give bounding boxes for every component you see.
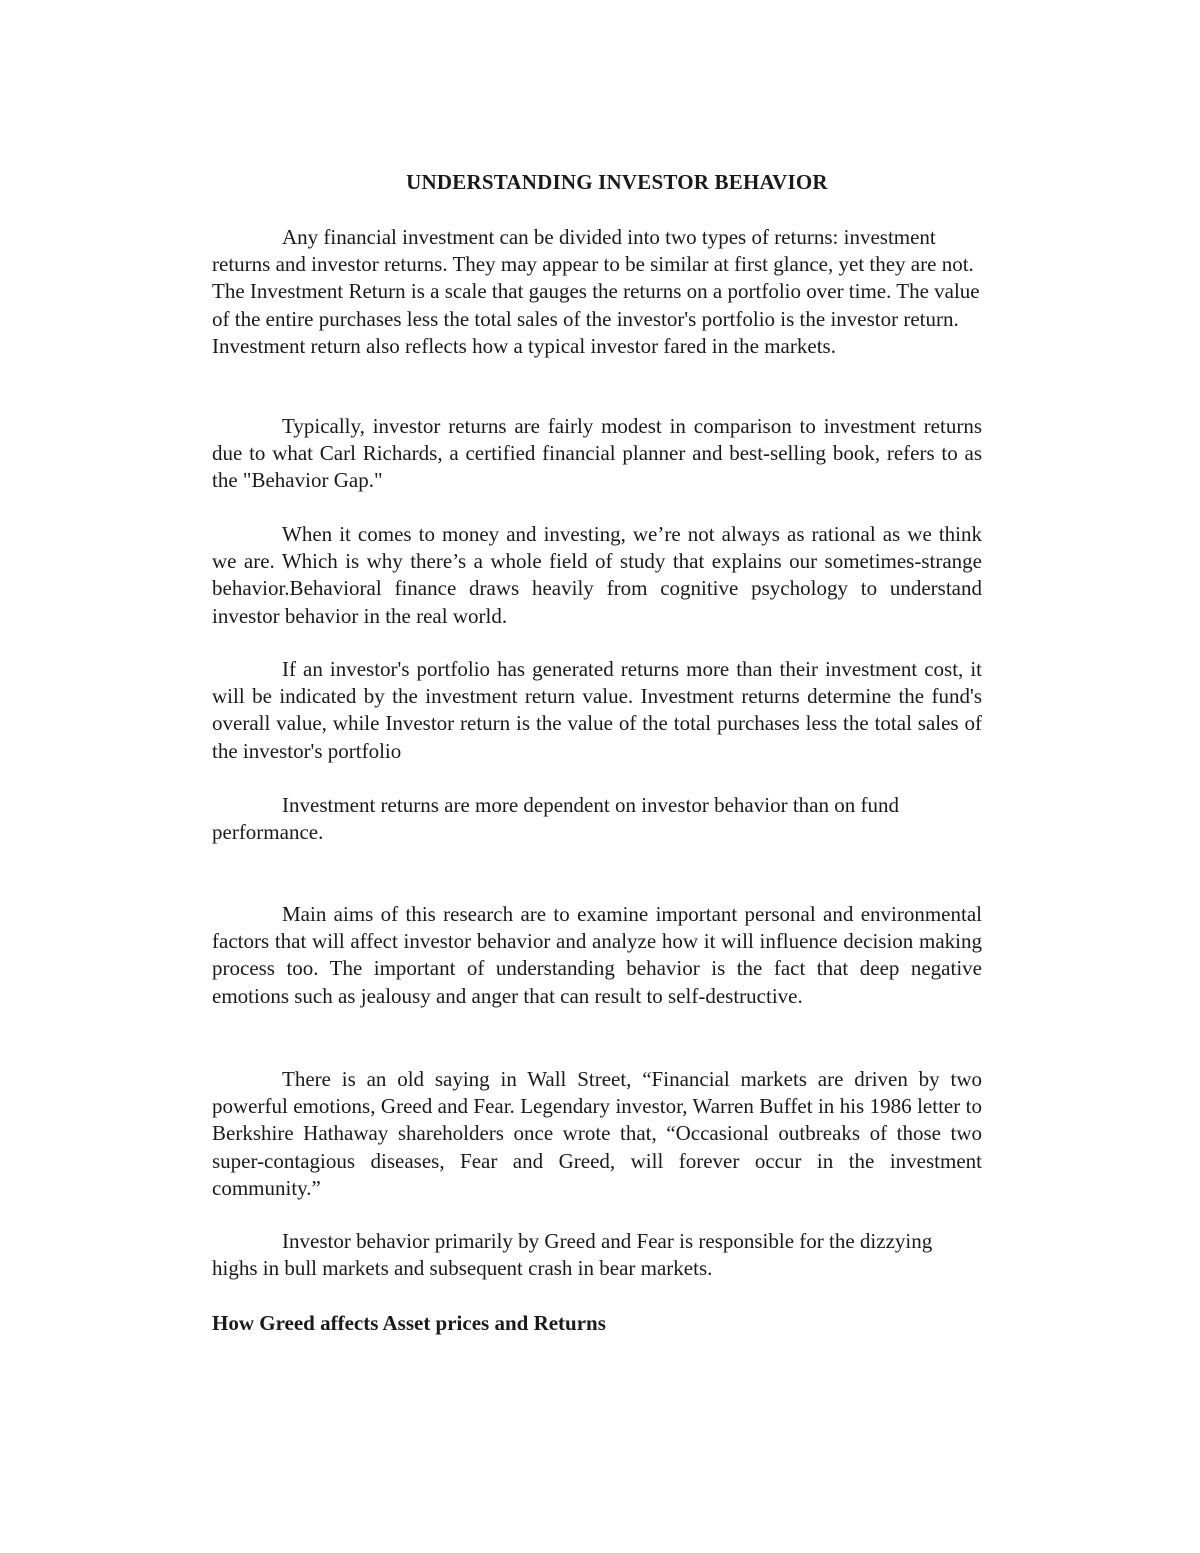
paragraph-investment-return-value: If an investor's portfolio has generated returns more than their investment cost, it will be indicated by the investment return value. Investment returns determine the fund's overall value, while Investor return is the value of the total purchases less the total sales of the investor's portfolio bbox=[212, 657, 982, 763]
paragraph-wall-street-saying: There is an old saying in Wall Street, “Financial markets are driven by two powerful emotions, Greed and Fear. Legendary investor, Warren Buffet in his 1986 letter to Berkshire Hathaway shareholders once wrote that, “Occasional outbreaks of those two super-contagious diseases, Fear and Greed, will forever occur in the investment community.” bbox=[212, 1067, 982, 1200]
paragraph-returns-types: Any financial investment can be divided into two types of returns: investment returns and investor returns. They may appear to be similar at first glance, yet they are not. The Investment Return is a scale that gauges the returns on a portfolio over time. The value of the entire purchases less the total sales of the investor's portfolio is the investor return. Investment return also reflects how a typical investor fared in the markets. bbox=[212, 225, 980, 358]
paragraph-research-aims: Main aims of this research are to examine important personal and environmental factors that will affect investor behavior and analyze how it will influence decision making process too. The important of understanding behavior is the fact that deep negative emotions such as jealousy and anger that can result to self-destructive. bbox=[212, 902, 982, 1008]
paragraph-greed-and-fear: Investor behavior primarily by Greed and Fear is responsible for the dizzying highs in bull markets and subsequent crash in bear markets. bbox=[212, 1229, 933, 1281]
document-title: UNDERSTANDING INVESTOR BEHAVIOR bbox=[406, 170, 828, 194]
section-heading: How Greed affects Asset prices and Returns bbox=[212, 1311, 606, 1335]
paragraph-fund-performance: Investment returns are more dependent on investor behavior than on fund performance. bbox=[212, 793, 899, 845]
paragraph-behavior-gap: Typically, investor returns are fairly modest in comparison to investment returns due to what Carl Richards, a certified financial planner and best-selling book, refers to as the "Behavior Gap." bbox=[212, 414, 982, 493]
paragraph-behavioral-finance: When it comes to money and investing, we’re not always as rational as we think we are. Which is why there’s a whole field of study that explains our sometimes-strange behavior.Behavioral finance draws heavily from cognitive psychology to understand investor behavior in the real world. bbox=[212, 522, 982, 628]
